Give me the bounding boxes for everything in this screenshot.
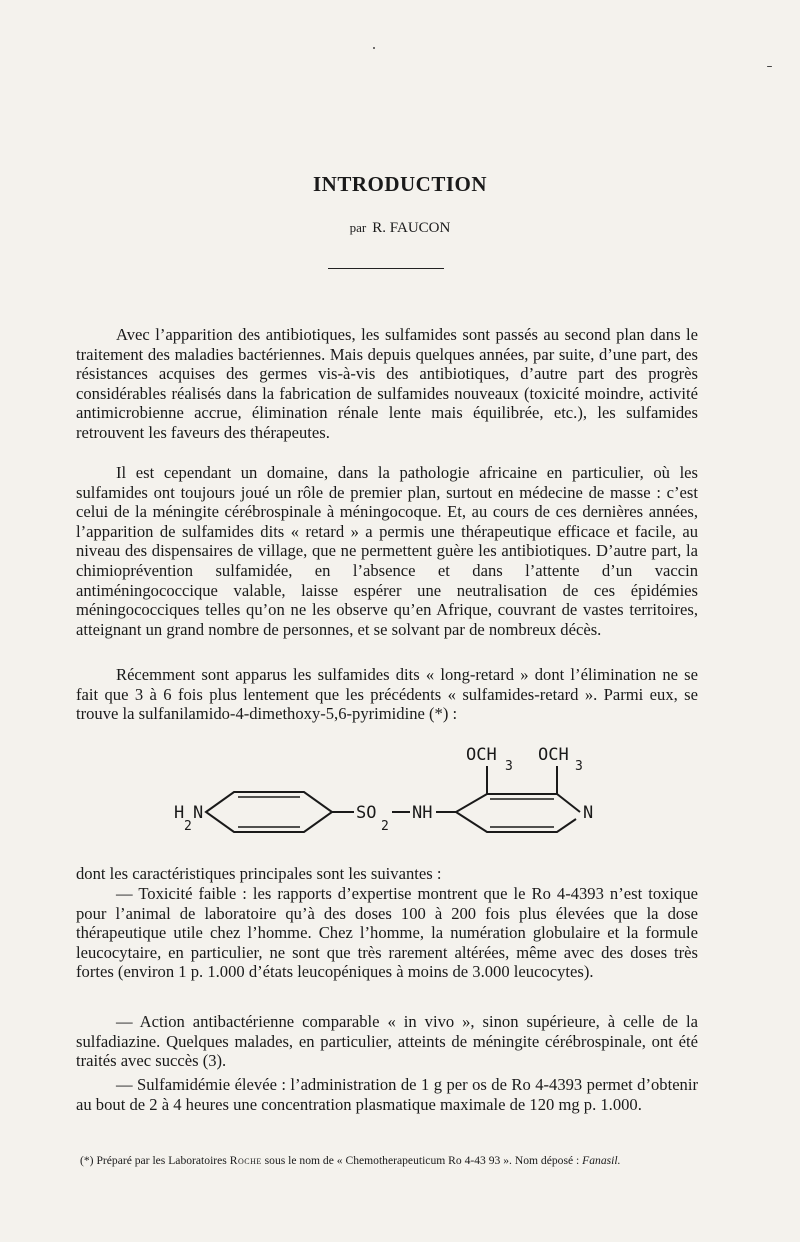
amine-h-label: H	[174, 803, 185, 823]
byline-author: R. FAUCON	[372, 220, 451, 236]
sulfonyl-label: SO	[356, 803, 377, 823]
sulfonyl-subscript: 2	[381, 819, 389, 834]
scan-speck	[373, 47, 375, 49]
byline	[0, 220, 800, 237]
footnote-company: Roche	[229, 1154, 262, 1167]
paragraph-1: Avec l’apparition des antibiotiques, les sulfamides sont passés au second plan dans le traitement des maladies bactériennes. Mais depuis quelques années, par suite, d’une part, des résistances acquises des germes vis-à-vis des antibiotiques, d’autre part des progrès considérables réalisés dans la fabrication de sulfamides nouveaux (toxicité moindre, activité antimicrobienne accrue, élimination rénale lente mais équilibrée, etc.), les sulfamides retrouvent les faveurs des thérapeutes.	[76, 325, 698, 442]
methoxy-left-label: OCH	[466, 745, 497, 765]
footnote-text-after: sous le nom de « Chemotherapeuticum Ro 4-43 93 ». Nom déposé :	[264, 1154, 580, 1167]
benzene-ring	[206, 792, 332, 832]
page-title: INTRODUCTION	[312, 172, 488, 196]
amine-n-label: N	[193, 803, 204, 823]
paragraph-2: Il est cependant un domaine, dans la pathologie africaine en particulier, où les sulfamides ont toujours joué un rôle de premier plan, surtout en médecine de masse : c’est celui de la méningite cérébrospinale à méningocoque. Et, au cours de ces dernières années, l’apparition de sulfamides dits « retard » a permis une thérapeutique efficace et facile, au niveau des dispensaires de village, que ne permettent guère les antibiotiques. D’autre part, la chimioprévention sulfamidée, en l’absence et dans l’attente d’un vaccin antiméningococcique valable, laisse espérer une neutralisation de ces épidémies méningococciques telles qu’on ne les observe qu’en Afrique, couvrant de vastes territoires, atteignant un grand nombre de personnes, et se solvant par de nombreux décès.	[76, 463, 698, 639]
footnote-marker: (*)	[80, 1154, 94, 1167]
structure-diagram	[160, 736, 620, 846]
paragraph-4: dont les caractéristiques principales sont les suivantes :	[76, 864, 442, 883]
paragraph-6: — Action antibactérienne comparable « in vivo », sinon supérieure, à celle de la sulfadiazine. Quelques malades, en particulier, atteints de méningite cérébrospinale, ont été traités avec succès (3).	[76, 1012, 698, 1071]
methoxy-left-subscript: 3	[505, 759, 513, 774]
footnote	[80, 1154, 698, 1168]
pyrimidine-n-label: N	[583, 803, 594, 823]
methoxy-right-subscript: 3	[575, 759, 583, 774]
paragraph-7: — Sulfamidémie élevée : l’administration de 1 g per os de Ro 4-4393 permet d’obtenir au bout de 2 à 4 heures une concentration plasmatique maximale de 120 mg p. 1.000.	[76, 1075, 698, 1114]
paragraph-5: — Toxicité faible : les rapports d’expertise montrent que le Ro 4-4393 n’est toxique pour l’animal de laboratoire qu’à des doses 100 à 200 fois plus élevées que la dose thérapeutique utile chez l’homme. Chez l’homme, la numération globulaire et la formule leucocytaire, en particulier, ne sont que très rarement altérées, même avec des doses très fortes (environ 1 p. 1.000 d’états leucopéniques à moins de 3.000 leucocytes).	[76, 884, 698, 982]
methoxy-right-label: OCH	[538, 745, 569, 765]
footnote-brand: Fanasil.	[582, 1154, 621, 1167]
scan-speck	[767, 66, 772, 67]
paragraph-3: Récemment sont apparus les sulfamides dits « long-retard » dont l’élimination ne se fait que 3 à 6 fois plus lentement que les précédents « sulfamides-retard ». Parmi eux, se trouve la sulfanilamido-4-dimethoxy-5,6-pyrimidine (*) :	[76, 665, 698, 724]
amine-subscript: 2	[184, 819, 192, 834]
footnote-text-before: Préparé par les Laboratoires	[96, 1154, 227, 1167]
imine-label: NH	[412, 803, 433, 823]
title-divider	[328, 268, 444, 269]
byline-prefix: par	[349, 220, 367, 235]
chemical-structure-formula	[160, 736, 620, 846]
